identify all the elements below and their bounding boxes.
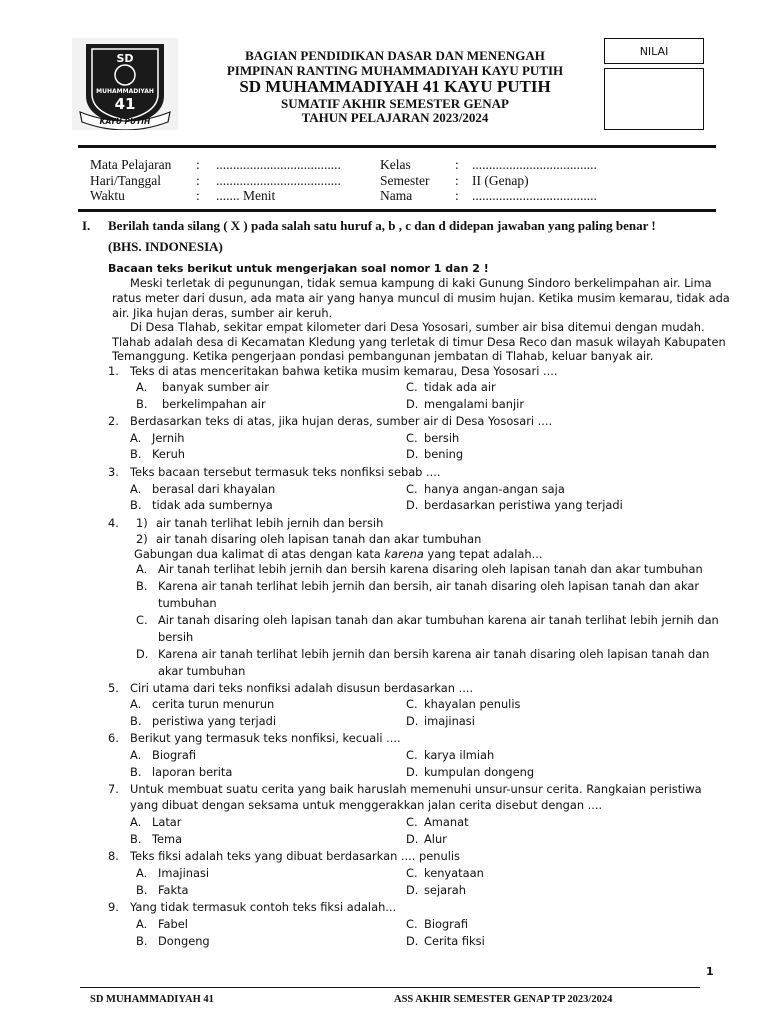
question-number: 2.	[108, 414, 119, 428]
option-letter[interactable]: B.	[130, 447, 142, 461]
question-number: 9.	[108, 900, 119, 914]
emphasis-word: karena	[384, 547, 424, 561]
option-text: Fakta	[158, 883, 189, 897]
hari-field[interactable]: .....................................	[216, 173, 341, 188]
page-number: 1	[706, 965, 714, 978]
nilai-label: NILAI	[604, 38, 704, 64]
question-text: Yang tidak termasuk contoh teks fiksi adalah...	[130, 900, 397, 914]
option-letter[interactable]: C.	[406, 380, 418, 394]
option-text: Air tanah disaring oleh lapisan tanah dan akar tumbuhan karena air tanah terlihat lebih jernih dan	[158, 613, 719, 627]
option-text: banyak sumber air	[162, 380, 269, 394]
option-text: akar tumbuhan	[158, 664, 246, 678]
option-letter[interactable]: C.	[406, 697, 418, 711]
colon: :	[196, 173, 200, 188]
option-letter[interactable]: B.	[136, 397, 148, 411]
header-line-1: BAGIAN PENDIDIKAN DASAR DAN MENENGAH	[245, 48, 545, 63]
question-text: Teks fiksi adalah teks yang dibuat berdasarkan .... penulis	[130, 849, 460, 863]
option-letter[interactable]: D.	[406, 934, 419, 948]
header-divider	[78, 145, 716, 148]
question-text: Ciri utama dari teks nonfiksi adalah disusun berdasarkan ....	[130, 681, 474, 695]
option-text: Cerita fiksi	[424, 934, 485, 948]
option-letter[interactable]: B.	[136, 934, 148, 948]
option-text: laporan berita	[152, 765, 233, 779]
semester-label: Semester	[380, 173, 430, 188]
info-divider	[78, 209, 716, 212]
statement-number: 1)	[136, 516, 148, 530]
reading-line: air. Jika hujan deras, sumber air keruh.	[112, 306, 333, 320]
hari-label: Hari/Tanggal	[90, 173, 162, 188]
nilai-box[interactable]	[604, 68, 704, 130]
option-text: Imajinasi	[158, 866, 210, 880]
option-text: tidak ada air	[424, 380, 496, 394]
option-text: berdasarkan peristiwa yang terjadi	[424, 498, 623, 512]
option-letter[interactable]: C.	[406, 917, 418, 931]
colon: :	[455, 157, 459, 172]
option-text: Keruh	[152, 447, 186, 461]
option-text: kenyataan	[424, 866, 484, 880]
option-letter[interactable]: A.	[136, 866, 148, 880]
header-line-5: TAHUN PELAJARAN 2023/2024	[301, 110, 489, 125]
reading-line: Meski terletak di pegunungan, tidak semua kampung di kaki Gunung Sindoro berkelimpahan air. Lima	[130, 276, 712, 290]
option-letter[interactable]: A.	[136, 380, 148, 394]
option-text: tumbuhan	[158, 596, 217, 610]
reading-heading: Bacaan teks berikut untuk mengerjakan soal nomor 1 dan 2 !	[108, 262, 489, 275]
statement-text: air tanah disaring oleh lapisan tanah dan akar tumbuhan	[156, 532, 482, 546]
option-letter[interactable]: B.	[136, 883, 148, 897]
question-text: Teks bacaan tersebut termasuk teks nonfiksi sebab ....	[130, 465, 441, 479]
option-letter[interactable]: D.	[406, 447, 419, 461]
logo-ribbon-text: KAYU PUTIH	[99, 117, 151, 126]
school-name: SD MUHAMMADIYAH 41 KAYU PUTIH	[239, 77, 551, 96]
option-text: bersih	[424, 431, 460, 445]
option-letter[interactable]: D.	[136, 647, 149, 661]
option-text: Fabel	[158, 917, 188, 931]
kelas-label: Kelas	[380, 157, 411, 172]
footer-right: ASS AKHIR SEMESTER GENAP TP 2023/2024	[394, 994, 613, 1005]
colon: :	[196, 188, 200, 203]
option-text: kumpulan dongeng	[424, 765, 535, 779]
option-text: Air tanah terlihat lebih jernih dan bersih karena disaring oleh lapisan tanah dan akar tumbuhan	[158, 562, 703, 576]
statement-text: air tanah terlihat lebih jernih dan bersih	[156, 516, 384, 530]
question-text: Berikut yang termasuk teks nonfiksi, kecuali ....	[130, 731, 401, 745]
kelas-field[interactable]: .....................................	[472, 157, 597, 172]
reading-line: Di Desa Tlahab, sekitar empat kilometer dari Desa Yososari, sumber air bisa ditemui dengan mudah.	[130, 320, 705, 334]
option-text: Latar	[152, 815, 182, 829]
option-text: Biografi	[152, 748, 197, 762]
section-roman: I.	[82, 218, 91, 233]
option-letter[interactable]: C.	[406, 866, 418, 880]
option-text: khayalan penulis	[424, 697, 521, 711]
nama-label: Nama	[380, 188, 413, 203]
question-text: Gabungan dua kalimat di atas dengan kata karena yang tepat adalah...	[134, 547, 543, 561]
option-letter[interactable]: C.	[136, 613, 148, 627]
option-letter[interactable]: A.	[130, 748, 142, 762]
question-number: 7.	[108, 782, 119, 796]
header-line-4: SUMATIF AKHIR SEMESTER GENAP	[281, 96, 509, 111]
option-letter[interactable]: D.	[406, 714, 419, 728]
option-letter[interactable]: D.	[406, 832, 419, 846]
option-letter[interactable]: B.	[136, 579, 148, 593]
option-text: tidak ada sumbernya	[152, 498, 273, 512]
logo-middle-text: MUHAMMADIYAH	[96, 88, 154, 95]
option-text: Dongeng	[158, 934, 210, 948]
option-letter[interactable]: A.	[130, 482, 142, 496]
option-letter[interactable]: C.	[406, 748, 418, 762]
question-number: 3.	[108, 465, 119, 479]
option-letter[interactable]: C.	[406, 482, 418, 496]
option-letter[interactable]: B.	[130, 714, 142, 728]
option-text: berkelimpahan air	[162, 397, 266, 411]
option-text: Biografi	[424, 917, 469, 931]
school-logo	[72, 38, 178, 130]
question-text: yang dibuat dengan seksama untuk menggerakkan jalan cerita disebut dengan ....	[130, 798, 603, 812]
question-text: Untuk membuat suatu cerita yang baik haruslah memenuhi unsur-unsur cerita. Rangkaian peristiwa	[130, 782, 702, 796]
option-text: Tema	[152, 832, 183, 846]
option-letter[interactable]: A.	[136, 917, 148, 931]
option-text: Amanat	[424, 815, 469, 829]
option-letter[interactable]: C.	[406, 815, 418, 829]
logo-top-text: SD	[116, 52, 134, 65]
option-letter[interactable]: B.	[130, 498, 142, 512]
option-text: sejarah	[424, 883, 466, 897]
option-text: Karena air tanah terlihat lebih jernih dan bersih karena air tanah disaring oleh lapisan tanah dan	[158, 647, 710, 661]
semester-value: II (Genap)	[472, 173, 529, 188]
question-text: Teks di atas menceritakan bahwa ketika musim kemarau, Desa Yososari ....	[130, 364, 558, 378]
option-text: peristiwa yang terjadi	[152, 714, 277, 728]
footer-left: SD MUHAMMADIYAH 41	[90, 994, 214, 1005]
option-letter[interactable]: B.	[130, 832, 142, 846]
question-number: 4.	[108, 516, 119, 530]
option-text: bening	[424, 447, 464, 461]
option-letter[interactable]: D.	[406, 883, 419, 897]
colon: :	[196, 157, 200, 172]
footer-divider	[80, 987, 700, 988]
option-text: bersih	[158, 630, 194, 644]
option-text: Alur	[424, 832, 447, 846]
option-text: hanya angan-angan saja	[424, 482, 565, 496]
question-text: Berdasarkan teks di atas, jika hujan deras, sumber air di Desa Yososari ....	[130, 414, 553, 428]
question-number: 5.	[108, 681, 119, 695]
option-letter[interactable]: D.	[406, 765, 419, 779]
header-line-2: PIMPINAN RANTING MUHAMMADIYAH KAYU PUTIH	[226, 63, 564, 78]
reading-line: Tlahab adalah desa di Kecamatan Kledung yang terletak di timur Desa Reco dan masuk wilayah Kabupaten	[112, 335, 726, 349]
option-letter[interactable]: A.	[130, 697, 142, 711]
option-text: berasal dari khayalan	[152, 482, 276, 496]
option-letter[interactable]: C.	[406, 431, 418, 445]
reading-line: Temanggung. Ketika pengerjaan pondasi pembangunan jembatan di Tlahab, keluar banyak air.	[112, 349, 654, 363]
nama-field[interactable]: .....................................	[472, 188, 597, 203]
option-text: Karena air tanah terlihat lebih jernih dan bersih, air tanah disaring oleh lapisan tanah dan akar	[158, 579, 700, 593]
waktu-field[interactable]: ....... Menit	[216, 188, 276, 203]
question-number: 1.	[108, 364, 119, 378]
colon: :	[455, 173, 459, 188]
option-letter[interactable]: D.	[406, 397, 419, 411]
option-letter[interactable]: A.	[130, 815, 142, 829]
subject-title: (BHS. INDONESIA)	[108, 239, 223, 254]
waktu-label: Waktu	[90, 188, 125, 203]
option-text: imajinasi	[424, 714, 475, 728]
reading-line: ratus meter dari dusun, ada mata air yang hanya muncul di musim hujan. Ketika musim kemarau, tidak ada	[112, 291, 730, 305]
mapel-field[interactable]: .....................................	[216, 157, 341, 172]
option-text: cerita turun menurun	[152, 697, 275, 711]
logo-number: 41	[114, 95, 136, 113]
colon: :	[455, 188, 459, 203]
option-letter[interactable]: D.	[406, 498, 419, 512]
option-text: Jernih	[152, 431, 185, 445]
option-letter[interactable]: B.	[130, 765, 142, 779]
option-text: mengalami banjir	[424, 397, 525, 411]
option-letter[interactable]: A.	[136, 562, 148, 576]
mapel-label: Mata Pelajaran	[90, 157, 172, 172]
instruction-text: Berilah tanda silang ( X ) pada salah satu huruf a, b , c dan d didepan jawaban yang paling benar !	[108, 218, 656, 233]
question-number: 6.	[108, 731, 119, 745]
statement-number: 2)	[136, 532, 148, 546]
option-letter[interactable]: A.	[130, 431, 142, 445]
option-text: karya ilmiah	[424, 748, 495, 762]
question-number: 8.	[108, 849, 119, 863]
